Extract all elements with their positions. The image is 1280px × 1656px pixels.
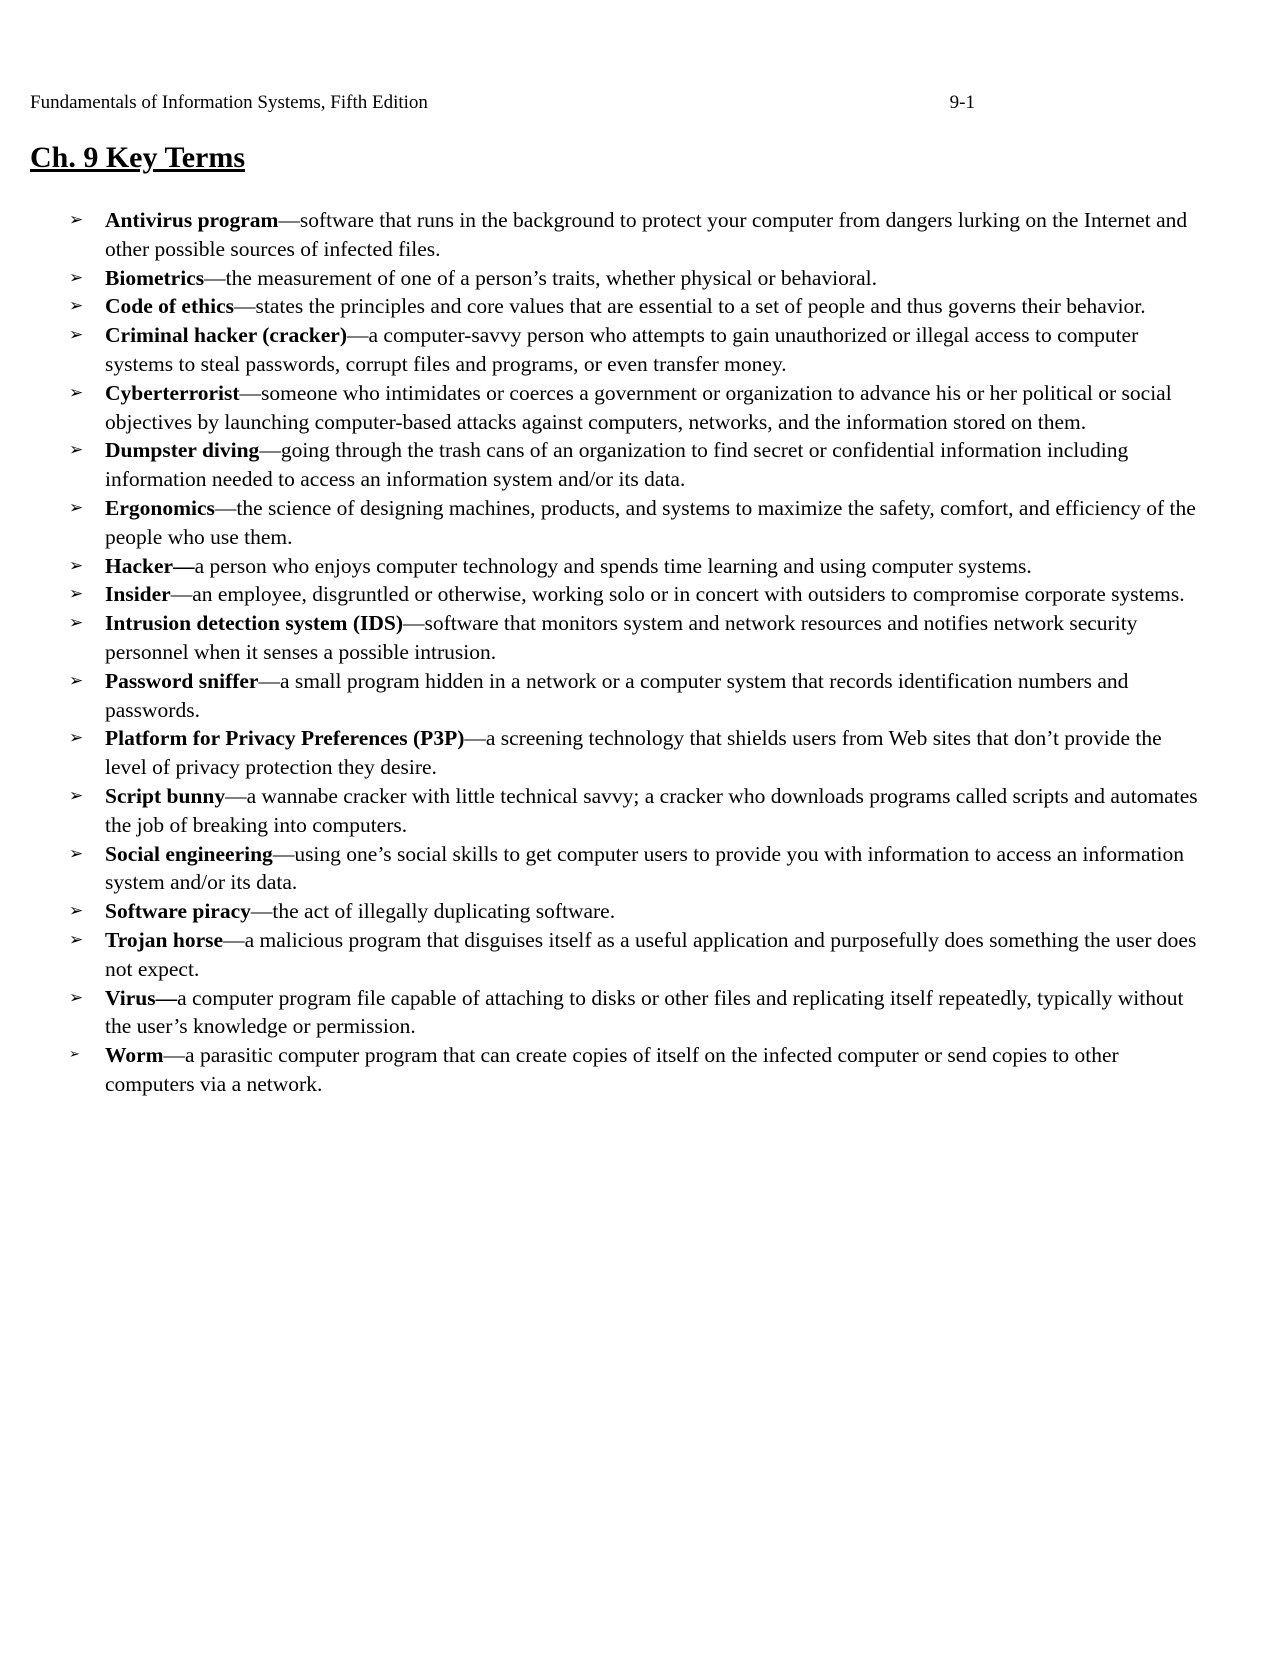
term-separator: —	[258, 668, 280, 693]
term-separator: —	[233, 294, 256, 319]
arrowhead-bullet-icon: ➢	[69, 555, 84, 576]
term-name: Intrusion detection system (IDS)	[105, 611, 404, 636]
term-name: Trojan horse	[105, 927, 224, 952]
arrowhead-bullet-icon: ➢	[69, 987, 84, 1008]
term-name: Cyberterrorist	[105, 380, 240, 405]
term-item	[69, 436, 1199, 494]
term-separator: —	[272, 841, 295, 866]
term-separator: —	[225, 783, 247, 808]
term-definition: the measurement of one of a person’s traits, whether physical or behavioral.	[225, 265, 877, 290]
term-name: Worm	[105, 1043, 164, 1068]
term-name: Virus—	[105, 985, 178, 1010]
arrowhead-bullet-icon: ➢	[69, 843, 84, 864]
term-separator: —	[403, 611, 425, 636]
term-definition: someone who intimidates or coerces a government or organization to advance his or her political or social objectives by launching computer-based attacks against computers, networks, and the information stored on them.	[105, 380, 1172, 434]
term-separator: —	[239, 380, 262, 405]
term-name: Script bunny	[105, 783, 226, 808]
term-separator: —	[464, 726, 486, 751]
term-definition: a small program hidden in a network or a computer system that records identification numbers and passwords.	[105, 668, 1129, 722]
term-name: Social engineering	[105, 841, 273, 866]
term-definition: states the principles and core values that are essential to a set of people and thus governs their behavior.	[255, 294, 1146, 319]
term-item	[69, 609, 1199, 667]
term-name: Dumpster diving	[105, 438, 260, 463]
term-item	[69, 782, 1199, 840]
term-separator: —	[163, 1043, 186, 1068]
term-item	[69, 1041, 1199, 1099]
term-name: Criminal hacker (cracker)	[105, 323, 348, 348]
arrowhead-bullet-icon: ➢	[69, 728, 84, 749]
term-separator: —	[347, 323, 369, 348]
term-definition: a screening technology that shields users from Web sites that don’t provide the level of privacy protection they desire.	[105, 726, 1162, 780]
arrowhead-bullet-icon: ➢	[69, 584, 84, 605]
term-definition: the act of illegally duplicating software.	[272, 899, 616, 924]
arrowhead-bullet-icon: ➢	[69, 382, 84, 403]
term-name: Hacker—	[105, 553, 195, 578]
term-name: Platform for Privacy Preferences (P3P)	[105, 726, 465, 751]
chapter-title: Ch. 9 Key Terms	[30, 141, 246, 174]
term-definition: a parasitic computer program that can create copies of itself on the infected computer or send copies to other computers via a network.	[105, 1043, 1119, 1096]
term-name: Ergonomics	[105, 495, 215, 520]
term-definition: the science of designing machines, products, and systems to maximize the safety, comfort, and efficiency of the people who use them.	[105, 495, 1196, 549]
term-item	[69, 206, 1199, 264]
term-item	[69, 552, 1199, 581]
term-name: Code of ethics	[105, 294, 234, 319]
term-separator: —	[223, 927, 245, 952]
term-item	[69, 321, 1199, 379]
arrowhead-bullet-icon: ➢	[69, 210, 84, 230]
term-name: Antivirus program	[105, 208, 279, 232]
term-name: Biometrics	[105, 265, 205, 290]
arrowhead-bullet-icon: ➢	[69, 901, 84, 922]
term-item	[69, 897, 1199, 926]
term-item	[69, 984, 1199, 1042]
term-separator: —	[170, 582, 193, 607]
term-definition: a computer program file capable of attaching to disks or other files and replicating itself repeatedly, typically without the user’s knowledge or permission.	[105, 985, 1184, 1039]
arrowhead-bullet-icon: ➢	[69, 929, 84, 950]
term-item	[69, 494, 1199, 552]
arrowhead-bullet-icon: ➢	[69, 613, 84, 634]
term-separator: —	[259, 438, 281, 463]
term-definition: an employee, disgruntled or otherwise, working solo or in concert with outsiders to compromise corporate systems.	[192, 582, 1185, 607]
key-terms-list	[69, 206, 1199, 1099]
term-name: Password sniffer	[105, 668, 259, 693]
term-definition: a person who enjoys computer technology and spends time learning and using computer systems.	[194, 553, 1032, 578]
term-definition: software that runs in the background to protect your computer from dangers lurking on the Internet and other possible sources of infected files.	[105, 208, 1188, 261]
term-item	[69, 379, 1199, 437]
term-separator: —	[250, 899, 273, 924]
arrowhead-bullet-icon: ➢	[69, 785, 84, 806]
term-definition: software that monitors system and network resources and notifies network security personnel when it senses a possible intrusion.	[105, 611, 1138, 664]
term-item	[69, 667, 1199, 725]
header-title: Fundamentals of Information Systems, Fifth Edition	[30, 92, 428, 113]
arrowhead-bullet-icon: ➢	[69, 267, 84, 288]
arrowhead-bullet-icon: ➢	[69, 296, 84, 317]
term-item	[69, 292, 1199, 321]
term-separator: —	[278, 208, 300, 232]
term-definition: going through the trash cans of an organization to find secret or confidential information including information needed to access an information system and/or its data.	[105, 438, 1129, 492]
term-definition: a computer-savvy person who attempts to gain unauthorized or illegal access to computer systems to steal passwords, corrupt files and programs, or even transfer money.	[105, 323, 1139, 376]
arrowhead-bullet-icon: ➢	[69, 670, 84, 691]
term-item	[69, 724, 1199, 782]
term-name: Insider	[105, 582, 171, 607]
arrowhead-bullet-icon: ➢	[69, 1047, 80, 1063]
term-definition: using one’s social skills to get computer users to provide you with information to access an information system and/or its data.	[105, 841, 1185, 895]
arrowhead-bullet-icon: ➢	[69, 497, 84, 518]
page-number: 9-1	[949, 92, 975, 113]
term-item	[69, 264, 1199, 293]
arrowhead-bullet-icon: ➢	[69, 440, 84, 461]
term-item	[69, 580, 1199, 609]
term-item	[69, 840, 1199, 898]
term-separator: —	[204, 265, 226, 290]
term-name: Software piracy	[105, 899, 251, 924]
term-definition: a malicious program that disguises itself as a useful application and purposefully does something the user does not expect.	[105, 927, 1197, 981]
term-definition: a wannabe cracker with little technical savvy; a cracker who downloads programs called scripts and automates the job of breaking into computers.	[105, 783, 1198, 837]
term-item	[69, 926, 1199, 984]
term-separator: —	[214, 495, 237, 520]
arrowhead-bullet-icon: ➢	[69, 325, 84, 346]
